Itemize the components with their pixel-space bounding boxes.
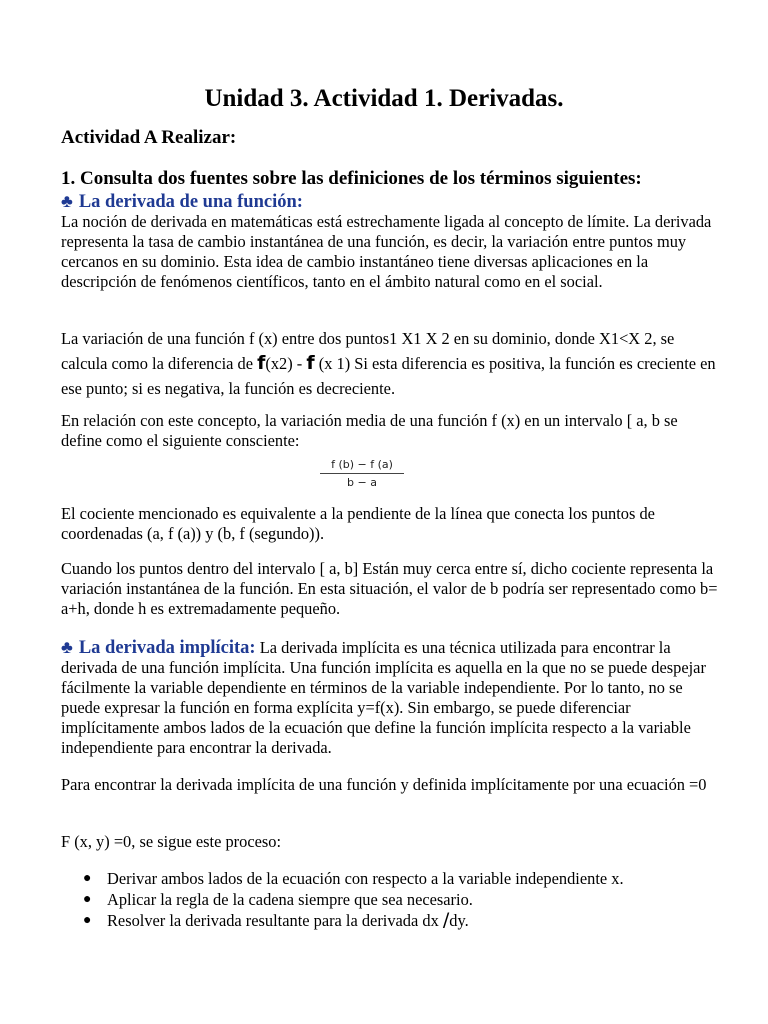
bold-f-symbol: f	[257, 352, 266, 374]
list-item	[61, 889, 721, 910]
fraction-numerator: f (b) − f (a)	[320, 458, 404, 474]
bullet-dot-icon: ●	[83, 892, 92, 907]
page-title: Unidad 3. Actividad 1. Derivadas.	[204, 85, 564, 112]
section2-para1-text: La derivada implícita es una técnica utilizada para encontrar la derivada de una función implícita. Una función implícita es aquella en la que no se puede despejar fácilmente la variable dependiente en términos de la variable independiente. Por lo tanto, no se puede expresar la función en forma explícita y=f(x). Sin embargo, se puede diferenciar implícitamente ambos lados de la ecuación que define la función implícita respecto a la variable independiente para encontrar la derivada.	[61, 638, 706, 757]
section2-paragraph-3: F (x, y) =0, se sigue este proceso:	[61, 832, 282, 851]
list-item-text: Resolver la derivada resultante para la derivada dx	[107, 911, 443, 930]
section1-paragraph-1: La noción de derivada en matemáticas está estrechamente ligada al concepto de límite. La derivada representa la tasa de cambio instantánea de una función, es decir, la variación entre puntos muy cercanos en su dominio. Esta idea de cambio instantáneo tiene diversas aplicaciones en la descripción de fenómenos científicos, tanto en el ámbito natural como en el social.	[61, 212, 712, 291]
section2-heading: La derivada implícita:	[78, 638, 256, 658]
section1-paragraph-3: En relación con este concepto, la variación media de una función f (x) en un intervalo [ a, b se define como el siguiente consciente:	[61, 411, 678, 450]
list-item-text: Aplicar la regla de la cadena siempre que sea necesario.	[107, 890, 473, 909]
section1-heading-line	[61, 191, 721, 212]
bullet-dot-icon: ●	[83, 871, 92, 886]
list-item	[61, 910, 721, 931]
section1-paragraph-4: El cociente mencionado es equivalente a la pendiente de la línea que conecta los puntos de coordenadas (a, f (a)) y (b, f (segundo)).	[61, 504, 655, 543]
question-heading: 1. Consulta dos fuentes sobre las definiciones de los términos siguientes:	[61, 168, 642, 189]
fraction-denominator: b − a	[347, 476, 377, 489]
club-bullet-icon: ♣	[61, 637, 73, 657]
section2-paragraph-2: Para encontrar la derivada implícita de una función y definida implícitamente por una ecuación =0	[61, 775, 707, 794]
process-steps-list	[61, 868, 721, 931]
list-item-text: Derivar ambos lados de la ecuación con respecto a la variable independiente x.	[107, 869, 624, 888]
activity-heading: Actividad A Realizar:	[61, 127, 237, 148]
section1-paragraph-2	[61, 326, 721, 401]
section1-paragraph-5: Cuando los puntos dentro del intervalo [ a, b] Están muy cerca entre sí, dicho cociente representa la variación instantánea de la función. En esta situación, el valor de b podría ser representado como b= a+h, donde h es extremadamente pequeño.	[61, 559, 718, 618]
slash-symbol: /	[442, 909, 450, 931]
club-bullet-icon: ♣	[61, 191, 73, 211]
bullet-dot-icon: ●	[83, 913, 92, 928]
fraction-formula	[320, 458, 404, 489]
list-item-text-end: dy.	[449, 911, 469, 930]
para2-text-a: La variación de una función f (x) entre dos puntos1 X1 X 2 en su dominio, donde X1<X 2, se calcula como la diferencia de	[61, 329, 675, 373]
section2-paragraph-1	[61, 637, 721, 758]
para2-text-c: (x 1) Si esta diferencia es positiva, la función es creciente en ese punto; si es negativa, la función es decreciente.	[61, 354, 716, 398]
para2-text-b: (x2) -	[265, 354, 307, 373]
section1-heading: La derivada de una función:	[78, 192, 303, 212]
bold-f-symbol: f	[306, 352, 315, 374]
list-item	[61, 868, 721, 889]
